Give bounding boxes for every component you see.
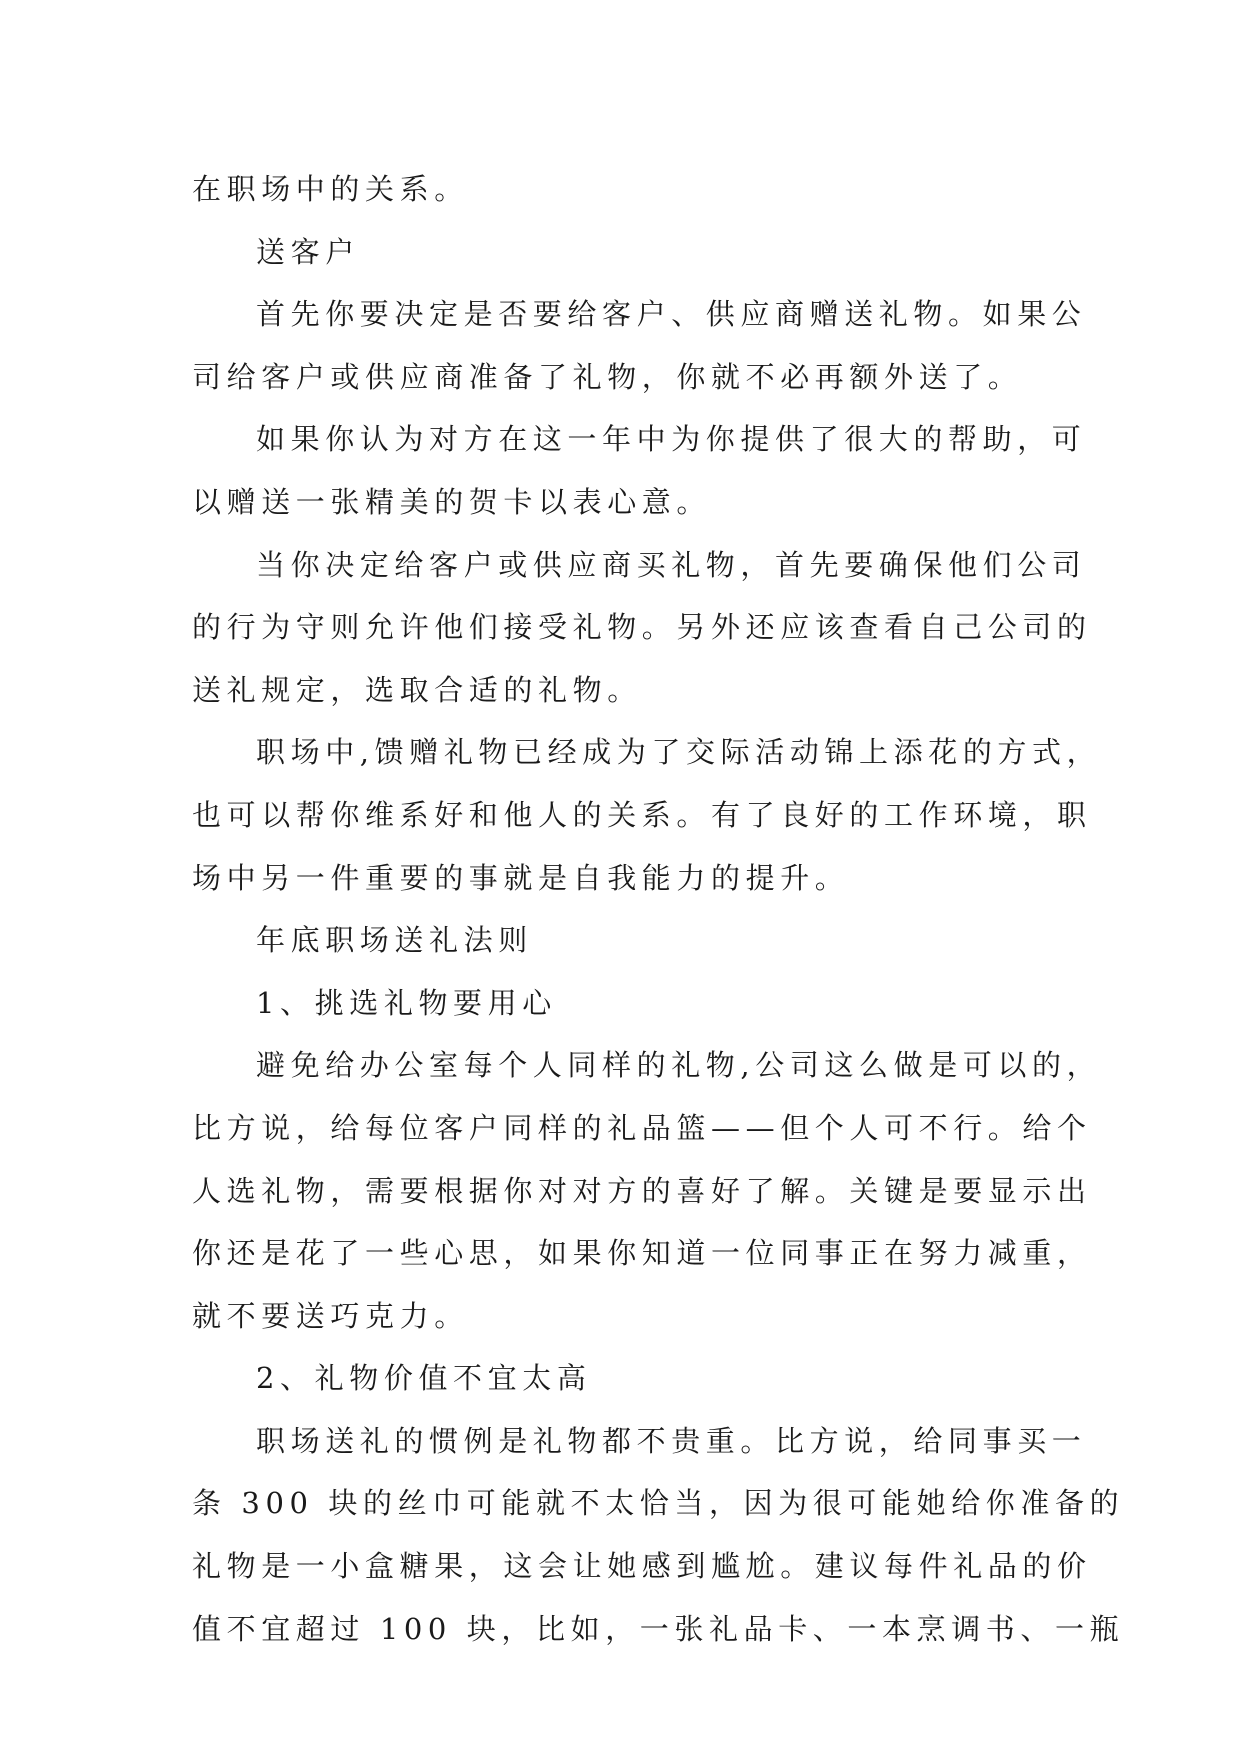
subsection-heading: 2、礼物价值不宜太高 <box>256 1361 592 1396</box>
text-line: 送礼规定，选取合适的礼物。 <box>192 672 642 707</box>
text-line: 值不宜超过 100 块，比如，一张礼品卡、一本烹调书、一瓶 <box>192 1611 1125 1646</box>
text-line: 你还是花了一些心思，如果你知道一位同事正在努力减重， <box>192 1236 1092 1271</box>
text-line: 职场中,馈赠礼物已经成为了交际活动锦上添花的方式， <box>256 735 1102 770</box>
text-line: 在职场中的关系。 <box>192 172 469 206</box>
text-line: 的行为守则允许他们接受礼物。另外还应该查看自己公司的 <box>192 610 1092 645</box>
section-heading: 年底职场送礼法则 <box>256 923 533 958</box>
text-line: 司给客户或供应商准备了礼物，你就不必再额外送了。 <box>192 359 1023 394</box>
text-line: 当你决定给客户或供应商买礼物，首先要确保他们公司 <box>256 547 1087 582</box>
text-line: 礼物是一小盒糖果，这会让她感到尴尬。建议每件礼品的价 <box>192 1549 1092 1584</box>
text-line: 以赠送一张精美的贺卡以表心意。 <box>192 484 712 519</box>
text-line: 如果你认为对方在这一年中为你提供了很大的帮助，可 <box>256 422 1087 457</box>
text-line: 也可以帮你维系好和他人的关系。有了良好的工作环境，职 <box>192 797 1092 832</box>
text-line: 条 300 块的丝巾可能就不太恰当，因为很可能她给你准备的 <box>192 1486 1125 1521</box>
subsection-heading: 1、挑选礼物要用心 <box>256 985 557 1020</box>
text-line: 比方说，给每位客户同样的礼品篮——但个人可不行。给个 <box>192 1110 1092 1145</box>
text-line: 就不要送巧克力。 <box>192 1298 469 1333</box>
text-line: 人选礼物，需要根据你对对方的喜好了解。关键是要显示出 <box>192 1173 1092 1208</box>
document-body <box>192 158 1125 1660</box>
text-line: 首先你要决定是否要给客户、供应商赠送礼物。如果公 <box>256 297 1087 332</box>
section-heading: 送客户 <box>256 234 360 269</box>
text-line: 职场送礼的惯例是礼物都不贵重。比方说，给同事买一 <box>256 1423 1087 1458</box>
text-line: 避免给办公室每个人同样的礼物,公司这么做是可以的， <box>256 1048 1102 1083</box>
text-line: 场中另一件重要的事就是自我能力的提升。 <box>192 860 850 895</box>
